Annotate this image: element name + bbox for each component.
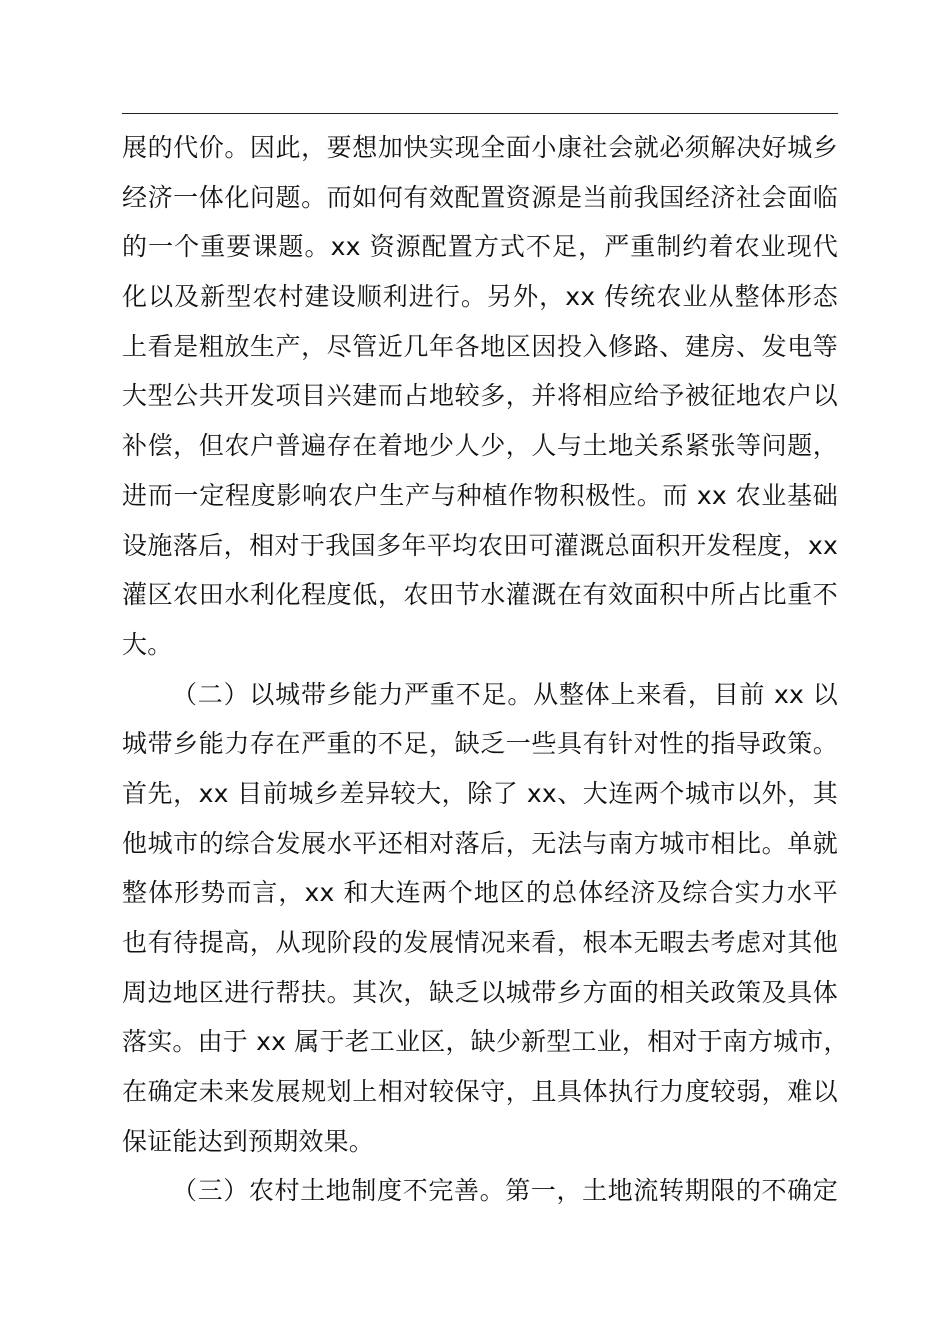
body-text <box>122 123 849 1216</box>
text-line: 他城市的综合发展水平还相对落后，无法与南方城市相比。单就 <box>122 828 838 858</box>
header-rule <box>122 113 838 114</box>
text-line: 首先，xx 目前城乡差异较大，除了 xx、大连两个城市以外，其 <box>122 778 838 808</box>
text-line: 落实。由于 xx 属于老工业区，缺少新型工业，相对于南方城市， <box>122 1027 849 1057</box>
text-line: 也有待提高，从现阶段的发展情况来看，根本无暇去考虑对其他 <box>122 928 838 957</box>
text-line: 的一个重要课题。xx 资源配置方式不足，严重制约着农业现代 <box>122 232 838 262</box>
text-line: 城带乡能力存在严重的不足，缺乏一些具有针对性的指导政策。 <box>122 729 838 759</box>
text-line: 保证能达到预期效果。 <box>122 1126 375 1156</box>
text-line: 灌区农田水利化程度低，农田节水灌溉在有效面积中所占比重不 <box>122 580 838 610</box>
text-line: 经济一体化问题。而如何有效配置资源是当前我国经济社会面临 <box>122 182 838 212</box>
text-line: 大型公共开发项目兴建而占地较多，并将相应给予被征地农户以 <box>122 381 838 411</box>
text-line: 进而一定程度影响农户生产与种植作物积极性。而 xx 农业基础 <box>122 480 838 510</box>
text-line: 补偿，但农户普遍存在着地少人少，人与土地关系紧张等问题， <box>122 431 838 461</box>
text-line: 大。 <box>122 629 173 659</box>
text-line: 整体形势而言，xx 和大连两个地区的总体经济及综合实力水平 <box>122 878 838 908</box>
text-line: 在确定未来发展规划上相对较保守，且具体执行力度较弱，难以 <box>122 1077 838 1107</box>
text-line: 上看是粗放生产，尽管近几年各地区因投入修路、建房、发电等 <box>122 331 838 361</box>
text-line: 周边地区进行帮扶。其次，缺乏以城带乡方面的相关政策及具体 <box>122 977 838 1007</box>
text-line: 展的代价。因此，要想加快实现全面小康社会就必须解决好城乡 <box>122 133 838 162</box>
text-line: 设施落后，相对于我国多年平均农田可灌溉总面积开发程度，xx <box>122 530 838 560</box>
text-line: （二）以城带乡能力严重不足。从整体上来看，目前 xx 以 <box>172 679 838 709</box>
text-line: 化以及新型农村建设顺利进行。另外，xx 传统农业从整体形态 <box>122 282 838 312</box>
text-line: （三）农村土地制度不完善。第一，土地流转期限的不确定 <box>172 1176 838 1206</box>
